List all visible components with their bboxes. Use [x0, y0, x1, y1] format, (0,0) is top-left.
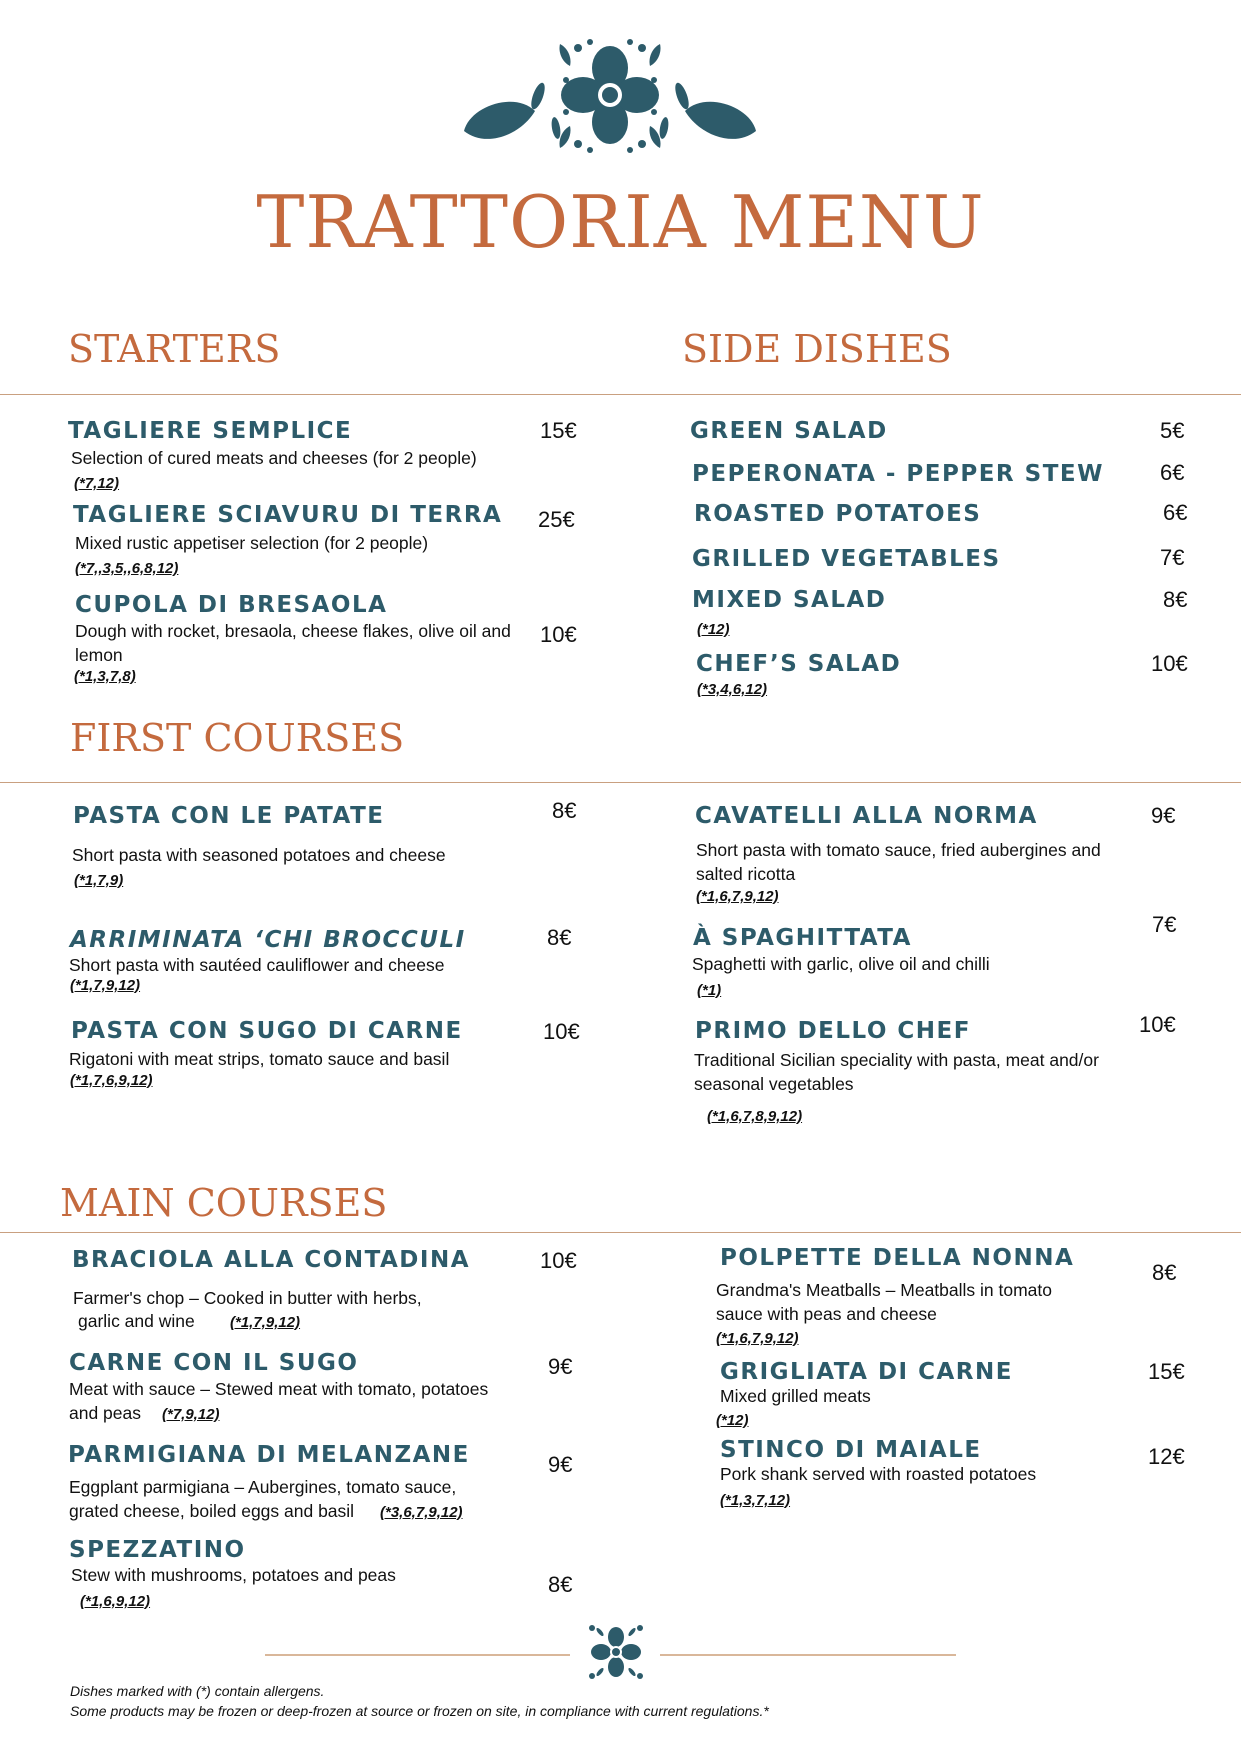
- menu-item-price: 8€: [1163, 587, 1188, 612]
- menu-title: TRATTORIA MENU: [256, 180, 985, 264]
- floral-ornament-icon: [460, 36, 760, 164]
- menu-item-price: 10€: [543, 1019, 580, 1044]
- allergen-codes: (*1,3,7,8): [74, 668, 136, 685]
- divider: [0, 782, 1241, 783]
- menu-item-description: grated cheese, boiled eggs and basil: [69, 1501, 355, 1521]
- main-courses-heading: MAIN COURSES: [60, 1181, 388, 1225]
- menu-item-description: Selection of cured meats and cheeses (for 2 people): [71, 448, 477, 468]
- allergen-codes: (*1): [697, 982, 722, 999]
- menu-item-name: CHEF’S SALAD: [696, 651, 902, 677]
- menu-item-name: PASTA CON SUGO DI CARNE: [71, 1018, 463, 1044]
- allergen-codes: (*1,6,9,12): [80, 1593, 151, 1610]
- menu-item-price: 9€: [548, 1452, 573, 1477]
- allergen-codes: (*1,6,7,9,12): [696, 888, 779, 905]
- menu-item-name: PARMIGIANA DI MELANZANE: [68, 1442, 470, 1468]
- menu-item-name: TAGLIERE SCIAVURU DI TERRA: [73, 502, 503, 528]
- menu-item-price: 5€: [1160, 418, 1185, 443]
- menu-item-name: GREEN SALAD: [690, 418, 888, 444]
- starters-heading: STARTERS: [68, 327, 281, 371]
- menu-item-description: Short pasta with tomato sauce, fried aubergines and salted ricotta: [696, 840, 1101, 884]
- allergen-codes: (*1,6,7,8,9,12): [707, 1108, 803, 1125]
- menu-item-description: Rigatoni with meat strips, tomato sauce and basil: [69, 1049, 450, 1069]
- menu-item-description: sauce with peas and cheese: [716, 1304, 937, 1324]
- menu-item-description: Grandma's Meatballs – Meatballs in tomato: [716, 1280, 1052, 1300]
- menu-item-name: STINCO DI MAIALE: [720, 1437, 982, 1463]
- menu-item-price: 8€: [548, 1572, 573, 1597]
- menu-item-description: and peas: [69, 1403, 142, 1423]
- menu-item-price: 15€: [540, 418, 577, 443]
- menu-item-price: 9€: [548, 1354, 573, 1379]
- menu-item-description: Mixed grilled meats: [720, 1386, 871, 1406]
- divider: [0, 1232, 1241, 1233]
- divider: [0, 394, 1241, 395]
- menu-item-price: 10€: [540, 622, 577, 647]
- menu-item-name: PRIMO DELLO CHEF: [695, 1018, 971, 1044]
- allergen-codes: (*3,6,7,9,12): [380, 1504, 463, 1521]
- menu-item-price: 9€: [1151, 803, 1176, 828]
- allergen-note: Dishes marked with (*) contain allergens.: [70, 1683, 325, 1699]
- allergen-codes: (*3,4,6,12): [697, 681, 768, 698]
- menu-item-description: Dough with rocket, bresaola, cheese flakes, olive oil and lemon: [75, 621, 511, 665]
- menu-item-name: CUPOLA DI BRESAOLA: [75, 592, 388, 618]
- allergen-codes: (*1,7,9,12): [70, 977, 141, 994]
- menu-item-name: TAGLIERE SEMPLICE: [68, 418, 353, 444]
- menu-item-price: 8€: [1152, 1260, 1177, 1285]
- allergen-codes: (*1,7,9): [74, 872, 124, 889]
- allergen-codes: (*7,,3,5,,6,8,12): [75, 560, 179, 577]
- menu-item-price: 8€: [547, 925, 572, 950]
- allergen-codes: (*12): [716, 1412, 749, 1429]
- menu-item-price: 6€: [1160, 460, 1185, 485]
- menu-item-name: CARNE CON IL SUGO: [69, 1350, 359, 1376]
- side-dishes-heading: SIDE DISHES: [682, 327, 952, 371]
- menu-item-name: PEPERONATA - PEPPER STEW: [692, 461, 1104, 487]
- menu-item-description: Short pasta with seasoned potatoes and cheese: [72, 845, 446, 865]
- allergen-codes: (*12): [697, 621, 730, 638]
- menu-item-name: PASTA CON LE PATATE: [73, 803, 385, 829]
- menu-item-description: Traditional Sicilian speciality with pasta, meat and/or seasonal vegetables: [694, 1050, 1099, 1094]
- footer-divider-right: [660, 1654, 956, 1656]
- allergen-codes: (*1,6,7,9,12): [716, 1330, 799, 1347]
- menu-item-name: GRIGLIATA DI CARNE: [720, 1359, 1013, 1385]
- menu-item-price: 10€: [1151, 651, 1188, 676]
- allergen-codes: (*1,7,9,12): [230, 1314, 301, 1331]
- menu-item-description: Short pasta with sautéed cauliflower and cheese: [69, 955, 445, 975]
- menu-item-name: MIXED SALAD: [692, 587, 887, 613]
- menu-item-price: 7€: [1152, 912, 1177, 937]
- footer-divider-left: [265, 1654, 570, 1656]
- menu-item-price: 7€: [1160, 545, 1185, 570]
- small-floral-ornament-icon: [584, 1620, 648, 1684]
- menu-item-name: ARRIMINATA ‘CHI BROCCULI: [70, 927, 466, 953]
- allergen-codes: (*1,3,7,12): [720, 1492, 791, 1509]
- menu-item-price: 12€: [1148, 1444, 1185, 1469]
- menu-item-price: 10€: [1139, 1012, 1176, 1037]
- menu-item-name: GRILLED VEGETABLES: [692, 546, 1001, 572]
- menu-item-description: Pork shank served with roasted potatoes: [720, 1464, 1037, 1484]
- allergen-codes: (*7,12): [74, 475, 120, 492]
- menu-item-price: 8€: [552, 798, 577, 823]
- menu-item-name: À SPAGHITTATA: [693, 925, 912, 951]
- menu-item-name: ROASTED POTATOES: [694, 501, 982, 527]
- menu-item-price: 15€: [1148, 1359, 1185, 1384]
- menu-item-description: Stew with mushrooms, potatoes and peas: [71, 1565, 396, 1585]
- menu-item-name: CAVATELLI ALLA NORMA: [695, 803, 1038, 829]
- menu-item-description: Spaghetti with garlic, olive oil and chilli: [692, 954, 990, 974]
- allergen-codes: (*7,9,12): [162, 1406, 220, 1423]
- menu-item-description: Farmer's chop – Cooked in butter with herbs,: [73, 1288, 422, 1308]
- menu-item-description: Mixed rustic appetiser selection (for 2 people): [75, 533, 429, 553]
- menu-item-name: POLPETTE DELLA NONNA: [720, 1245, 1075, 1271]
- menu-item-price: 25€: [538, 507, 575, 532]
- menu-item-price: 6€: [1163, 500, 1188, 525]
- menu-item-description: garlic and wine: [78, 1311, 195, 1331]
- allergen-codes: (*1,7,6,9,12): [70, 1072, 153, 1089]
- menu-item-price: 10€: [540, 1248, 577, 1273]
- menu-item-name: SPEZZATINO: [69, 1537, 246, 1563]
- menu-item-description: Meat with sauce – Stewed meat with tomato, potatoes: [69, 1379, 489, 1399]
- menu-item-name: BRACIOLA ALLA CONTADINA: [72, 1247, 470, 1273]
- frozen-products-note: Some products may be frozen or deep-frozen at source or frozen on site, in compliance with current regulations.*: [70, 1703, 769, 1719]
- first-courses-heading: FIRST COURSES: [70, 716, 405, 760]
- menu-item-description: Eggplant parmigiana – Aubergines, tomato sauce,: [69, 1477, 457, 1497]
